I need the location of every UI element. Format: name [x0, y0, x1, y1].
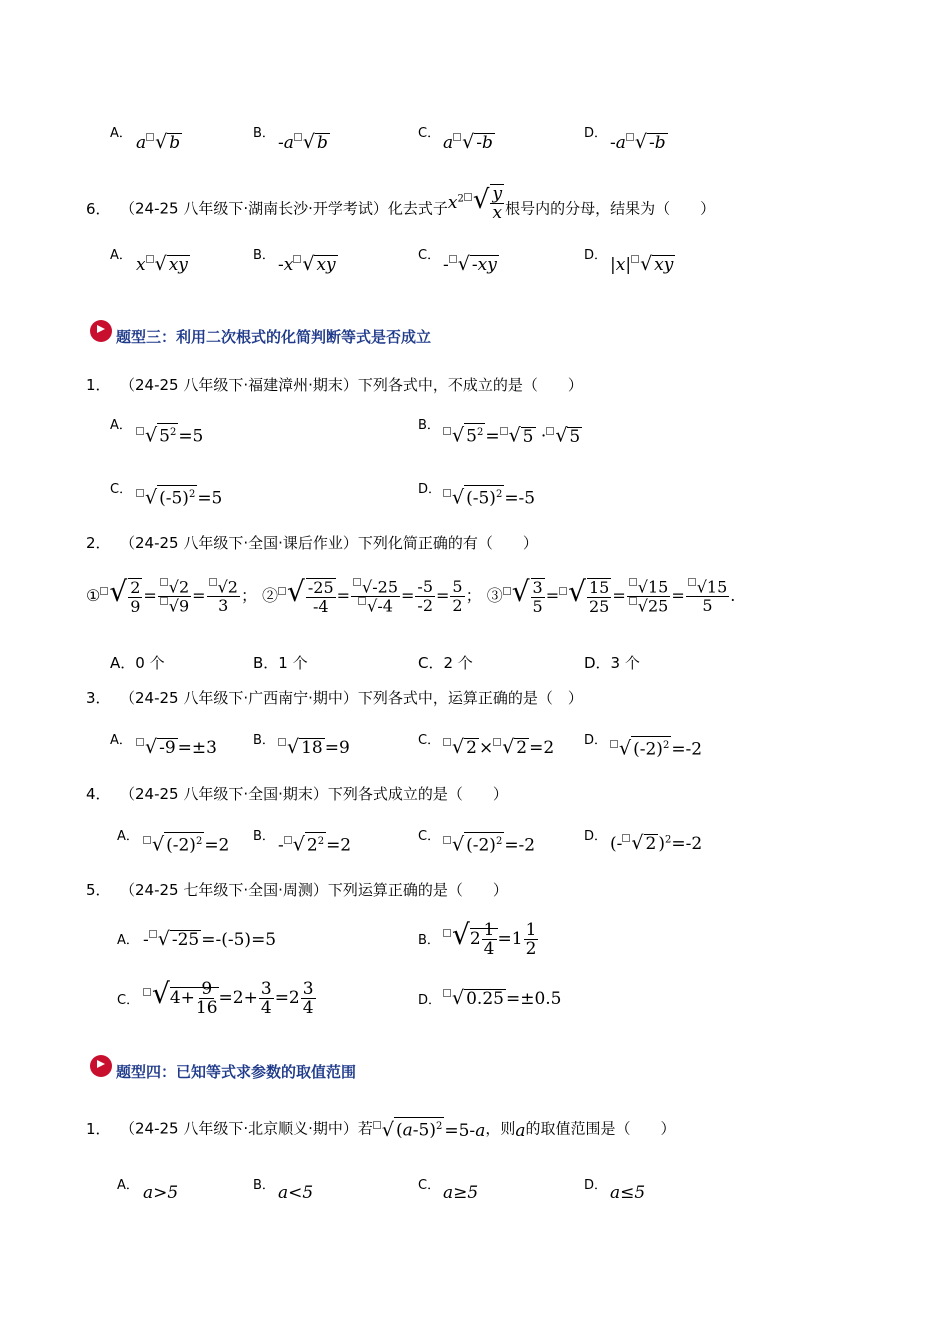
- s3q4-a-math: √ $(-2)^2 =2$: [143, 832, 229, 856]
- s3q3-b-math: √ 18 =9: [278, 736, 350, 758]
- s3q1-a-math: √ $5^2 =5$: [136, 423, 203, 447]
- s3q1-c-math: √ $(-5)^2 =5$: [136, 485, 222, 509]
- s3q1-d: D．: [418, 482, 442, 497]
- q6-expression: $x^2$ √ $\frac{y}{x}$: [447, 184, 503, 223]
- s3q5-a: A．: [117, 933, 139, 948]
- s3q4-d: D．: [584, 829, 608, 844]
- q6-option-a: A．: [110, 248, 132, 263]
- s4q1-expression: √ $(a-5)^2 =5-a$: [373, 1121, 485, 1141]
- s3q4-d-math: (- √ 2 )$^2$=-2: [610, 832, 703, 854]
- q6-option-c-math: - √ -xy: [443, 253, 497, 275]
- option-b-math: -a √ b: [278, 131, 328, 153]
- s4q1-c-math: a≥5: [443, 1183, 479, 1203]
- flag-icon: [90, 320, 112, 342]
- s3q3-a-math: √ -9 =±3: [136, 736, 217, 758]
- s3q4-b: B．: [253, 829, 275, 844]
- s3q4-a: A．: [117, 829, 139, 844]
- q6-option-a-math: x √ xy: [136, 253, 188, 275]
- s3-question-3: 3． （24-25 八年级下·广西南宁·期中）下列各式中，运算正确的是（ ）: [86, 689, 583, 707]
- s3q3-c-math: √ 2 × √ 2 =2: [443, 736, 554, 758]
- s4-question-1: 1． （24-25 八年级下·北京顺义·期中）若 √ $(a-5)^2 =5-a$，则a的取值范围是（ ）: [86, 1118, 676, 1141]
- s3q1-d-math: √ $(-5)^2 =-5$: [443, 485, 535, 509]
- s3q2-expressions: ① √ $\frac{2}{9}$ = $\frac{√2}{√9}$ = $\frac{√2}{3}$ ； ② √ $\frac{-25}{-4}$ = $\frac{√-25}{√-4}$ = $\frac{-5}{-2}$ = $\frac{5}{2}$ ； ③ √ $\frac{3}{5}$ = √ $\frac{15}{25}$ = $\frac{√15}{√25}$ = $\frac{√15}{5}$ .: [86, 575, 736, 616]
- option-c-label: C．: [418, 126, 441, 141]
- option-c-math: a √ -b: [443, 131, 493, 153]
- flag-icon: [90, 1055, 112, 1077]
- s3q1-a: A．: [110, 418, 132, 433]
- s3q1-b: B．: [418, 418, 440, 433]
- option-a-math: a √ b: [136, 131, 181, 153]
- q6-option-d-math: |x| √ xy: [610, 253, 674, 275]
- s3q2-a: A．0 个: [110, 654, 165, 672]
- section-4-title: 题型四：已知等式求参数的取值范围: [116, 1063, 357, 1081]
- section-3-title: 题型三：利用二次根式的化简判断等式是否成立: [116, 328, 432, 346]
- s4q1-a: A．: [117, 1178, 139, 1193]
- s4q1-d-math: a≤5: [610, 1183, 646, 1203]
- option-a-label: A．: [110, 126, 132, 141]
- s4q1-b: B．: [253, 1178, 275, 1193]
- option-b-label: B．: [253, 126, 275, 141]
- option-d-math: -a √ -b: [610, 131, 666, 153]
- s3q3-b: B．: [253, 733, 275, 748]
- s3q5-a-math: - √ -25 =-(-5)=5: [143, 928, 277, 950]
- question-6: 6． （24-25 八年级下·湖南长沙·开学考试）化去式子$x^2$ √ $\frac{y}{x}$ 根号内的分母，结果为（ ）: [86, 184, 716, 223]
- s4q1-a-math: a>5: [143, 1183, 179, 1203]
- s3q2-b: B．1 个: [253, 654, 308, 672]
- s3q3-c: C．: [418, 733, 441, 748]
- s3q3-d-math: √ $(-2)^2 =-2$: [610, 736, 702, 760]
- q6-option-d: D．: [584, 248, 608, 263]
- s3q5-c: C．: [117, 993, 140, 1008]
- s3q4-c-math: √ $(-2)^2 =-2$: [443, 832, 535, 856]
- s3q3-d: D．: [584, 733, 608, 748]
- q6-option-c: C．: [418, 248, 441, 263]
- s3q1-c: C．: [110, 482, 133, 497]
- s4q1-b-math: a<5: [278, 1183, 314, 1203]
- s3q5-b: B．: [418, 933, 440, 948]
- q6-option-b: B．: [253, 248, 275, 263]
- s4q1-c: C．: [418, 1178, 441, 1193]
- s3q3-a: A．: [110, 733, 132, 748]
- s4q1-d: D．: [584, 1178, 608, 1193]
- s3q5-d: D．: [418, 993, 442, 1008]
- s3q5-b-math: √2 $\frac{1}{4}$ =1 $\frac{1}{2}$: [443, 918, 539, 958]
- s3q2-c: C．2 个: [418, 654, 473, 672]
- option-d-label: D．: [584, 126, 608, 141]
- s3-question-2: 2． （24-25 八年级下·全国·课后作业）下列化简正确的有（ ）: [86, 534, 538, 552]
- q6-option-b-math: -x √ xy: [278, 253, 336, 275]
- s3-question-1: 1． （24-25 八年级下·福建漳州·期末）下列各式中，不成立的是（ ）: [86, 376, 583, 394]
- s3q2-d: D．3 个: [584, 654, 640, 672]
- s4q1-var: a: [515, 1120, 526, 1141]
- s3q4-c: C．: [418, 829, 441, 844]
- s3q5-d-math: √ 0.25 =±0.5: [443, 987, 562, 1009]
- s3q4-b-math: - √ $2^2 =2$: [278, 833, 352, 856]
- s3-question-5: 5． （24-25 七年级下·全国·周测）下列运算正确的是（ ）: [86, 881, 508, 899]
- s3-question-4: 4． （24-25 八年级下·全国·期末）下列各式成立的是（ ）: [86, 785, 508, 803]
- s3q1-b-math: √ $5^2$ = √ 5 · √ 5: [443, 423, 582, 447]
- s3q5-c-math: √4+ $\frac{9}{16}$ =2+ $\frac{3}{4}$ =2 $\frac{3}{4}$: [143, 977, 317, 1017]
